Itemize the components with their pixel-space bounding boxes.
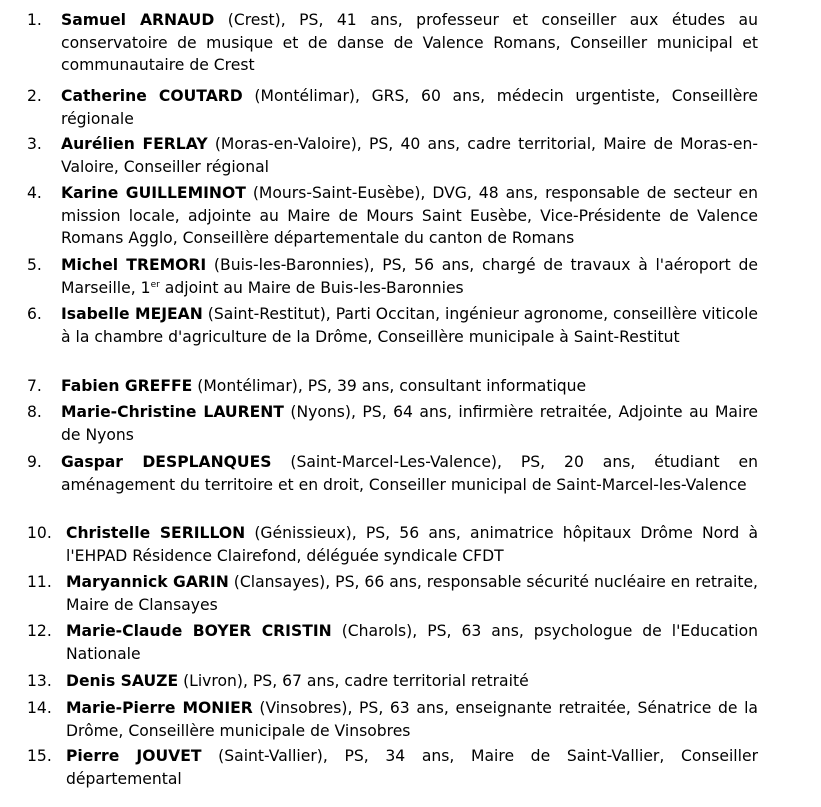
- candidate-name: Denis SAUZE: [66, 672, 179, 690]
- candidate-details: (Montélimar), PS, 39 ans, consultant informatique: [192, 377, 587, 395]
- item-text: [61, 182, 758, 250]
- item-text: [66, 522, 758, 567]
- candidate-name: Christelle SERILLON: [66, 524, 246, 542]
- item-text: [61, 375, 758, 398]
- candidate-details: (Vinsobres), PS, 63 ans, enseignante retraitée, Sénatrice de la Drôme, Conseillère municipale de Vinsobres: [66, 699, 758, 740]
- candidate-details: (Montélimar), GRS, 60 ans, médecin urgentiste, Conseillère régionale: [61, 87, 758, 128]
- item-number: 11.: [27, 573, 52, 591]
- candidate-details: (Saint-Restitut), Parti Occitan, ingénieur agronome, conseillère viticole à la chambre d'agriculture de la Drôme, Conseillère municipale à Saint-Restitut: [61, 305, 758, 346]
- item-text: [61, 401, 758, 446]
- candidate-name: Isabelle MEJEAN: [61, 305, 203, 323]
- candidate-details: (Livron), PS, 67 ans, cadre territorial retraité: [178, 672, 529, 690]
- candidate-name: Samuel ARNAUD: [61, 11, 215, 29]
- candidate-details: (Charols), PS, 63 ans, psychologue de l'Education Nationale: [66, 622, 759, 663]
- item-number: 1.: [27, 11, 42, 29]
- item-text: [66, 697, 758, 742]
- superscript: er: [150, 279, 160, 290]
- item-text: [66, 745, 758, 790]
- candidate-details-cont: adjoint au Maire de Buis-les-Baronnies: [159, 278, 464, 297]
- candidate-details: (Génissieux), PS, 56 ans, animatrice hôpitaux Drôme Nord à l'EHPAD Résidence Clairefond, déléguée syndicale CFDT: [66, 524, 759, 565]
- item-number: 2.: [27, 87, 42, 105]
- candidate-details: (Moras-en-Valoire), PS, 40 ans, cadre territorial, Maire de Moras-en-Valoire, Conseiller régional: [61, 135, 758, 176]
- candidate-details: (Crest), PS, 41 ans, professeur et conseiller aux études au conservatoire de musique et de danse de Valence Romans, Conseiller municipal et communautaire de Crest: [61, 11, 758, 74]
- candidate-details: (Mours-Saint-Eusèbe), DVG, 48 ans, responsable de secteur en mission locale, adjointe au Maire de Mours Saint Eusèbe, Vice-Présidente de Valence Romans Agglo, Conseillère départementale du canton de Romans: [61, 184, 758, 247]
- candidate-name: Marie-Pierre MONIER: [66, 699, 253, 717]
- item-number: 12.: [27, 622, 52, 640]
- candidate-details: (Clansayes), PS, 66 ans, responsable sécurité nucléaire en retraite, Maire de Clansayes: [66, 573, 758, 614]
- candidate-name: Aurélien FERLAY: [61, 135, 208, 153]
- item-text: [61, 133, 758, 178]
- item-number: 14.: [27, 699, 52, 717]
- item-number: 5.: [27, 256, 42, 274]
- candidate-name: Maryannick GARIN: [66, 573, 229, 591]
- candidate-name: Michel TREMORI: [61, 256, 207, 274]
- item-text: [61, 85, 758, 130]
- candidate-name: Gaspar DESPLANQUES: [61, 453, 272, 471]
- candidate-name: Pierre JOUVET: [66, 747, 202, 765]
- item-text: [61, 254, 758, 299]
- candidate-name: Karine GUILLEMINOT: [61, 184, 246, 202]
- item-text: [61, 303, 758, 348]
- item-number: 8.: [27, 403, 42, 421]
- item-text: [66, 571, 758, 616]
- candidate-name: Marie-Claude BOYER CRISTIN: [66, 622, 332, 640]
- candidate-details: (Saint-Marcel-Les-Valence), PS, 20 ans, étudiant en aménagement du territoire et en droit, Conseiller municipal de Saint-Marcel-les-Valence: [61, 453, 758, 494]
- item-number: 4.: [27, 184, 42, 202]
- candidate-name: Fabien GREFFE: [61, 377, 193, 395]
- item-number: 6.: [27, 305, 42, 323]
- item-number: 13.: [27, 672, 52, 690]
- candidate-name: Catherine COUTARD: [61, 87, 243, 105]
- candidate-details: (Buis-les-Baronnies), PS, 56 ans, chargé de travaux à l'aéroport de Marseille, 1: [61, 256, 758, 297]
- item-number: 9.: [27, 453, 42, 471]
- item-text: [66, 670, 758, 693]
- item-text: [66, 620, 758, 665]
- candidate-details: (Saint-Vallier), PS, 34 ans, Maire de Saint-Vallier, Conseiller départemental: [66, 747, 758, 788]
- candidate-name: Marie-Christine LAURENT: [61, 403, 284, 421]
- item-number: 10.: [27, 524, 52, 542]
- item-text: [61, 9, 758, 77]
- item-number: 7.: [27, 377, 42, 395]
- item-text: [61, 451, 758, 496]
- item-number: 15.: [27, 747, 52, 765]
- item-number: 3.: [27, 135, 42, 153]
- candidate-details: (Nyons), PS, 64 ans, infirmière retraitée, Adjointe au Maire de Nyons: [61, 403, 758, 444]
